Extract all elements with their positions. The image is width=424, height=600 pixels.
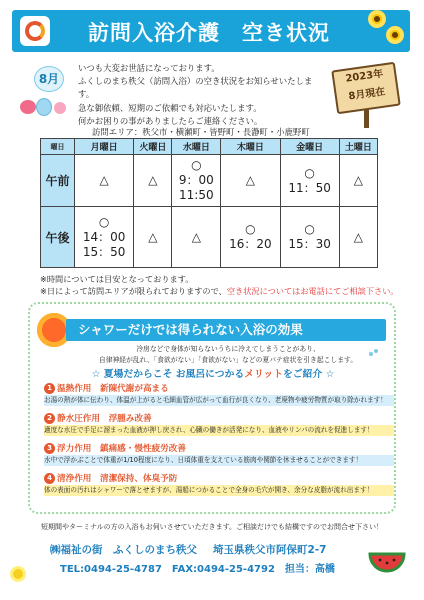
note-text: ※日によって訪問エリアが限られておりますので、 — [40, 286, 227, 296]
table-notes — [40, 273, 399, 297]
effect-title-text: 静水圧作用 浮腫み改善 — [57, 414, 152, 424]
slot-cell: △ — [75, 155, 134, 207]
intro-line: 何かお困りの事がありましたらご連絡ください。 — [78, 115, 263, 126]
table-row-pm — [41, 207, 378, 268]
sign-year: 2023年 — [344, 68, 384, 85]
slot-cell: △ — [339, 155, 377, 207]
day-header: 土曜日 — [339, 139, 377, 155]
month-badge: 8月 — [34, 66, 64, 92]
note-line — [40, 285, 399, 297]
slot-cell: △ — [134, 155, 172, 207]
day-header: 水曜日 — [172, 139, 221, 155]
row-label: 午後 — [41, 207, 75, 268]
effects-intro-line: 自律神経が乱れ、「食欲がない」「食欲がない」などの夏バテ症状を引き起こします。 — [98, 356, 358, 364]
effect-item — [44, 472, 394, 496]
effect-number: 2 — [44, 413, 55, 424]
slot-cell: ○ 16：20 — [221, 207, 280, 268]
slot-cell: ○ 15：30 — [280, 207, 339, 268]
effect-title-text: 浮力作用 鎮痛感・慢性疲労改善 — [57, 444, 186, 454]
subhead-highlight: メリット — [244, 369, 283, 380]
page-title: 訪問入浴介護 空き状況 — [88, 21, 330, 45]
contact-person: 担当：高橋 — [284, 564, 335, 575]
sign-month: 8月現在 — [347, 86, 386, 103]
effect-number: 3 — [44, 443, 55, 454]
note-line: ※時間については目安となっております。 — [40, 274, 194, 284]
slot-cell: △ — [339, 207, 377, 268]
table-header-row — [41, 139, 378, 155]
effect-title — [44, 472, 394, 484]
corner-cell: 曜日 — [41, 139, 75, 155]
effects-intro-line: 冷房などで身体が知らないうちに冷えてしまうことがあり、 — [136, 345, 320, 353]
effect-item — [44, 382, 394, 406]
availability-table — [40, 138, 378, 268]
intro-line: いつも大変お世話になっております。 — [78, 63, 220, 73]
sign-post — [364, 110, 369, 128]
flower-icon — [10, 566, 26, 582]
effect-title-text: 温熱作用 新陳代謝が高まる — [57, 384, 169, 394]
tel-number: TEL:0494-25-4787 — [60, 564, 162, 575]
org-address: 埼玉県秩父市阿保町2-7 — [213, 544, 327, 556]
sunflower-icon — [368, 10, 386, 28]
effect-body: お湯の熱が体に伝わり、体温が上がると毛細血管が広がって血行が良くなり、老廃物や疲労物質が取り除かれます！ — [44, 395, 394, 406]
effect-item — [44, 412, 394, 436]
slot-cell: △ — [172, 207, 221, 268]
slot-cell: ○ 9：00 11:50 — [172, 155, 221, 207]
subhead-text: をご紹介 ☆ — [282, 369, 335, 380]
organization-line — [50, 542, 342, 557]
watermelon-icon — [368, 548, 406, 578]
slot-cell: △ — [134, 207, 172, 268]
intro-message — [78, 62, 328, 128]
effect-number: 4 — [44, 473, 55, 484]
slot-cell: ○ 11：50 — [280, 155, 339, 207]
water-splash-icon — [368, 348, 380, 358]
date-signboard — [331, 62, 401, 114]
day-header: 火曜日 — [134, 139, 172, 155]
row-label: 午前 — [41, 155, 75, 207]
effect-title — [44, 382, 394, 394]
effect-title-text: 清浄作用 清潔保持、体臭予防 — [57, 474, 178, 484]
effects-intro — [88, 344, 368, 366]
org-name: ㈱福祉の街 ふくしのまち秩父 — [50, 544, 197, 556]
day-header: 木曜日 — [221, 139, 280, 155]
slot-cell: △ — [221, 155, 280, 207]
slot-cell: ○ 14：00 15：50 — [75, 207, 134, 268]
effect-title — [44, 442, 394, 454]
sunflower-icon — [386, 26, 404, 44]
contact-line — [60, 560, 345, 575]
header-bar — [12, 10, 410, 52]
day-header: 月曜日 — [75, 139, 134, 155]
effect-body: 適度な水圧で手足に溜まった血液が押し戻され、心臓の働きが活発になり、血液やリンパの流れを促進します！ — [44, 425, 394, 436]
effect-body: 体の表面の汚れはシャワーで落とせますが、湯船につかることで全身の毛穴が開き、余分な皮脂が流れ出ます！ — [44, 485, 394, 496]
table-row-am — [41, 155, 378, 207]
visit-area: 訪問エリア：秩父市・横瀬町・皆野町・長瀞町・小鹿野町 — [92, 127, 310, 137]
intro-line: 急な御依頼、短期のご依頼でも対応いたします。 — [78, 102, 262, 113]
fax-number: FAX:0494-25-4792 — [171, 564, 275, 575]
goldfish-bowl-icon — [20, 96, 76, 118]
effects-banner: シャワーだけでは得られない入浴の効果 — [66, 319, 386, 341]
subhead-text: ☆ 夏場だからこそ お風呂につかる — [91, 369, 245, 380]
effect-body: 水中で浮かぶことで体重が1/10程度になり、日頃体重を支えている筋肉や関節を休ませることができます！ — [44, 455, 394, 466]
effects-subheading — [40, 366, 386, 380]
intro-line: ふくしのまち秩父（訪問入浴）の空き状況をお知らせいたします。 — [78, 76, 313, 100]
effect-number: 1 — [44, 383, 55, 394]
footer-note: 短期間やターミナルの方の入浴もお伺いさせていただきます。ご相談だけでも結構ですのでお問合せ下さい！ — [40, 523, 384, 531]
effect-title — [44, 412, 394, 424]
logo-icon — [20, 16, 50, 46]
effect-item — [44, 442, 394, 466]
day-header: 金曜日 — [280, 139, 339, 155]
note-highlight: 空き状況についてはお電話にてご相談下さい。 — [226, 286, 399, 296]
